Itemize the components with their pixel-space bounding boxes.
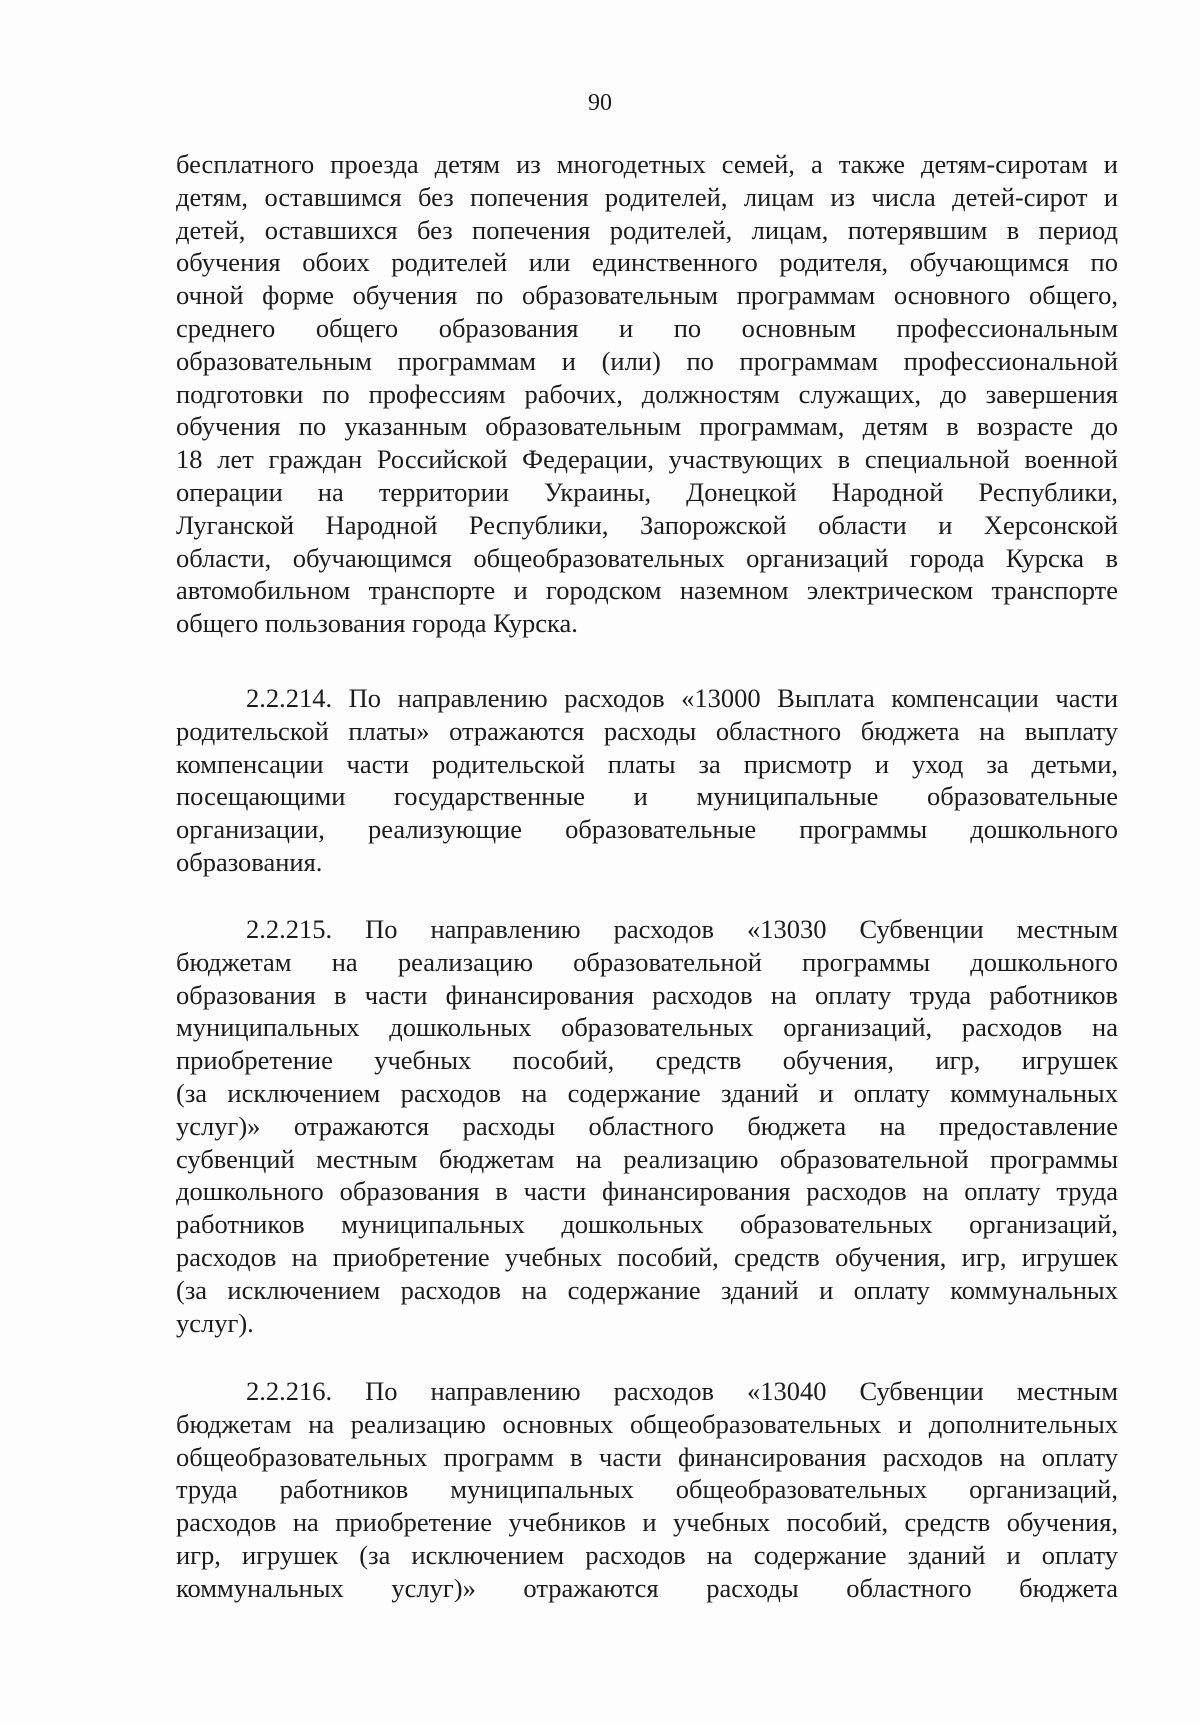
text-line: родительской платы» отражаются расходы областного бюджета на выплату [176,715,1118,746]
paragraph [176,913,1118,1339]
text-line: бюджетам на реализацию образовательной программы дошкольного [176,946,1118,977]
text-line: 2.2.215. По направлению расходов «13030 Субвенции местным [246,914,1118,944]
text-line: общеобразовательных программ в части финансирования расходов на оплату [176,1441,1118,1472]
paragraph [176,1375,1118,1605]
text-line: (за исключением расходов на содержание зданий и оплату коммунальных [176,1077,1118,1108]
text-line: области, обучающимся общеобразовательных организаций города Курска в [176,542,1118,573]
text-line: субвенций местным бюджетам на реализацию образовательной программы [176,1143,1118,1174]
text-line: 18 лет граждан Российской Федерации, участвующих в специальной военной [176,444,1118,475]
text-line: услуг)» отражаются расходы областного бюджета на предоставление [176,1110,1118,1141]
text-line: (за исключением расходов на содержание зданий и оплату коммунальных [176,1274,1118,1305]
text-line: работников муниципальных дошкольных образовательных организаций, [176,1209,1118,1240]
paragraph [176,682,1118,879]
text-line: труда работников муниципальных общеобразовательных организаций, [176,1474,1118,1505]
text-line: образования в части финансирования расходов на оплату труда работников [176,979,1118,1010]
text-line: коммунальных услуг)» отражаются расходы областного бюджета [176,1572,1118,1603]
text-line: 2.2.216. По направлению расходов «13040 Субвенции местным [246,1376,1118,1406]
text-line: приобретение учебных пособий, средств обучения, игр, игрушек [176,1045,1118,1076]
text-line: детям, оставшимся без попечения родителей, лицам из числа детей-сирот и [176,181,1118,212]
text-line: расходов на приобретение учебников и учебных пособий, средств обучения, [176,1507,1118,1538]
text-line: 2.2.214. По направлению расходов «13000 Выплата компенсации части [246,683,1118,713]
text-line: игр, игрушек (за исключением расходов на содержание зданий и оплату [176,1539,1118,1570]
text-line: автомобильном транспорте и городском наземном электрическом транспорте [176,575,1118,606]
text-line: детей, оставшихся без попечения родителей, лицам, потерявшим в период [176,214,1118,245]
text-line: услуг). [176,1307,254,1338]
text-line: бесплатного проезда детям из многодетных семей, а также детям-сиротам и [176,149,1118,179]
text-line: расходов на приобретение учебных пособий, средств обучения, игр, игрушек [176,1241,1118,1272]
text-line: компенсации части родительской платы за присмотр и уход за детьми, [176,748,1118,779]
text-line: дошкольного образования в части финансирования расходов на оплату труда [176,1176,1118,1207]
text-line: бюджетам на реализацию основных общеобразовательных и дополнительных [176,1408,1118,1439]
text-line: муниципальных дошкольных образовательных организаций, расходов на [176,1012,1118,1043]
text-line: образовательным программам и (или) по программам профессиональной [176,345,1118,376]
text-line: среднего общего образования и по основным профессиональным [176,312,1118,343]
text-line: операции на территории Украины, Донецкой Народной Республики, [176,476,1118,507]
paragraph [176,148,1118,640]
page-number: 90 [588,90,612,116]
text-line: общего пользования города Курска. [176,608,578,639]
text-line: подготовки по профессиям рабочих, должностям служащих, до завершения [176,378,1118,409]
text-line: обучения по указанным образовательным программам, детям в возрасте до [176,411,1118,442]
text-line: образования. [176,846,323,877]
text-line: обучения обоих родителей или единственного родителя, обучающимся по [176,247,1118,278]
text-line: Луганской Народной Республики, Запорожской области и Херсонской [176,509,1118,540]
text-line: организации, реализующие образовательные программы дошкольного [176,814,1118,845]
text-line: посещающими государственные и муниципальные образовательные [176,781,1118,812]
text-line: очной форме обучения по образовательным программам основного общего, [176,280,1118,311]
